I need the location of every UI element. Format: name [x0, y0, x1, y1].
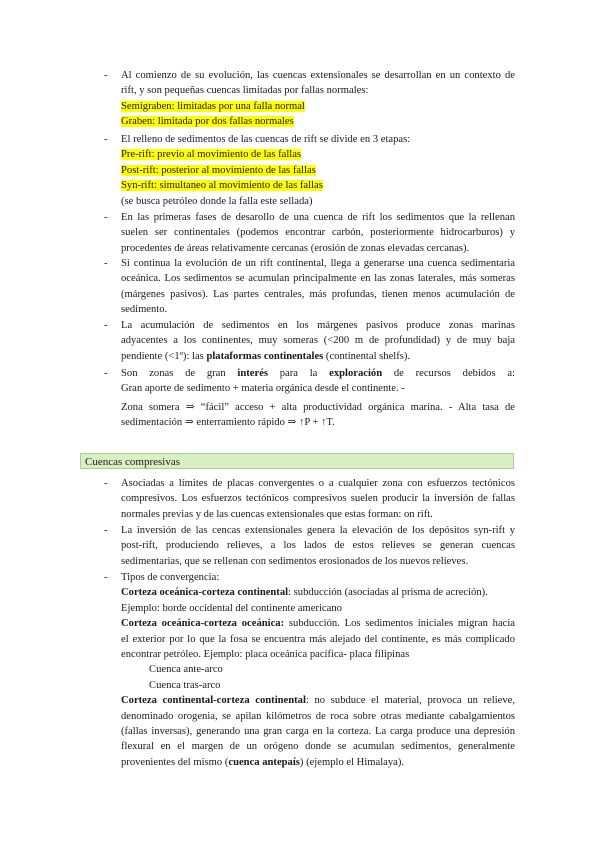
highlight-semigraben: Semigraben: limitadas por una falla normal [121, 100, 305, 112]
text-line: provenientes del mismo (cuenca antepaís) (ejemplo el Himalaya). [121, 756, 405, 768]
text-line: rift, y son pequeñas cuencas limitadas por fallas normales: [121, 85, 369, 97]
text-line: Corteza continental-corteza continental: no subduce el material, provoca un relieve, [121, 695, 515, 707]
text-line: normales previas y de las cuencas extensionales que estas forman: on rift. [121, 508, 433, 520]
bullet-dash: - [104, 478, 108, 489]
text-line: sedimento. [121, 304, 168, 316]
text-line: pendiente (<1º): las plataformas continentales (continental shelfs). [121, 350, 411, 362]
bullet-tipos-convergencia [104, 570, 516, 770]
text-line: Son zonas de gran interés para la exploración de recursos debidos a: [121, 368, 515, 379]
text-line: La inversión de las cencas extensionales genera la elevación de los depósitos syn-rift y [121, 525, 515, 536]
text-line: La acumulación de sedimentos en los márgenes pasivos produce zonas marinas [121, 320, 515, 331]
text-line: (fallas inversas), generando una gran carga en la corteza. La carga produce una depresión [121, 726, 515, 738]
text-line: suelen ser continentales (podemos encontrar carbón, posteriormente hidrocarburos) y [121, 227, 515, 239]
bullet-dash: - [104, 212, 108, 223]
text-line: (se busca petróleo donde la falla este sellada) [121, 195, 313, 207]
text-line: Gran aporte de sedimento + materia orgánica desde el continente. - [121, 383, 405, 395]
bullet-dash: - [104, 368, 108, 379]
text-line: Corteza oceánica-corteza continental: subducción (asociadas al prisma de acreción). [121, 587, 488, 599]
bullet-dash: - [104, 70, 108, 81]
text-line: Ejemplo: borde occidental del continente americano [121, 602, 342, 614]
text-line: flexural en el margen de un orógeno donde se acumulan sedimentos, generalmente [121, 741, 515, 753]
text-line: En las primeras fases de desarollo de una cuenca de rift los sedimentos que la rellenan [121, 212, 515, 223]
bold-plataformas: plataformas continentales [206, 350, 324, 362]
text-line: procedentes de áreas relativamente cercanas (erosión de zonas elevadas cercanas). [121, 242, 470, 254]
text-line: Tipos de convergencia: [121, 572, 220, 583]
bullet-acumulacion [104, 318, 515, 364]
bullet-inversion [104, 523, 515, 569]
text-line: el exterior por lo que la fosa se encuentra más alejado del continente, es más complicado [121, 633, 515, 645]
text-line: El relleno de sedimentos de las cuencas de rift se divide en 3 etapas: [121, 134, 411, 145]
bullet-evolucion-rift [104, 256, 515, 318]
bullet-dash: - [104, 572, 108, 583]
text-line: oceánica. Los sedimentos se acumulan principalmente en las zonas laterales, más someras [121, 273, 515, 285]
bullet-dash: - [104, 258, 108, 269]
highlight-synrift: Syn-rift: simultaneo al movimiento de las fallas [121, 180, 323, 192]
bullet-relleno [104, 132, 515, 209]
bold-continental-continental: Corteza continental-corteza continental [121, 695, 306, 707]
text-line: Corteza oceánica-corteza oceánica: subducción. Los sedimentos iniciales migran hacia [121, 618, 516, 630]
text-line: sedimentación ⇒ enterramiento rápido ⇒ ↑P + ↑T. [121, 417, 335, 429]
text-line: post-rift, produciendo relieves, a los lados de estos relieves se generan cuencas [121, 540, 515, 552]
text-line: Cuenca tras-arco [149, 679, 221, 691]
text-line: (márgenes pasivos). Las partes centrales, más profundas, tienen menos acumulación de [121, 288, 515, 300]
bullet-primeras-fases [104, 210, 515, 256]
highlight-postrift: Post-rift: posterior al movimiento de las fallas [121, 164, 316, 176]
text-line: adyacentes a los continentes, muy someras (<200 m de profundidad) y de muy baja [121, 335, 515, 347]
bullet-zonas-interes [104, 366, 515, 431]
bullet-asociadas [104, 476, 515, 522]
text-line: denominado orogenia, se apilan kilómetros de roca sobre otras mediante cabalgamientos [121, 710, 515, 722]
text-line: Si continua la evolución de un rift continental, llega a generarse una cuenca sedimentaria [121, 258, 515, 269]
text-line: Cuenca ante-arco [149, 664, 223, 676]
text-line: compresivos. Los esfuerzos tectónicos compresivos suelen producir la inversión de fallas [121, 493, 515, 505]
bullet-dash: - [104, 134, 108, 145]
section-heading-cuencas-compresivas: Cuencas compresivas [80, 453, 514, 469]
text-line: sedimentarias, que se rellenan con sedimentos erosionados de los nuevos relieves. [121, 555, 469, 567]
bullet-dash: - [104, 320, 108, 331]
bold-oceanica-oceanica: Corteza oceánica-corteza oceánica: [121, 618, 285, 630]
bold-cuenca-antepais: cuenca antepaís [228, 756, 300, 768]
text-line: Al comienzo de su evolución, las cuencas extensionales se desarrollan en un contexto de [121, 70, 515, 81]
bold-oceanica-continental: Corteza oceánica-corteza continental [121, 587, 289, 599]
highlight-prerift: Pre-rift: previo al movimiento de las fallas [121, 149, 302, 161]
bullet-evolution [104, 68, 515, 130]
text-line: Zona somera ⇒ “fácil” acceso + alta productividad orgánica marina. - Alta tasa de [121, 401, 515, 413]
bullet-dash: - [104, 525, 108, 536]
text-line: encontrar petróleo. Ejemplo: placa oceánica pacífica- placa filipinas [121, 649, 410, 661]
highlight-graben: Graben: limitada por dos fallas normales [121, 116, 294, 128]
text-line: Asociadas a límites de placas convergentes o a cualquier zona con esfuerzos tectónicos [121, 478, 515, 489]
